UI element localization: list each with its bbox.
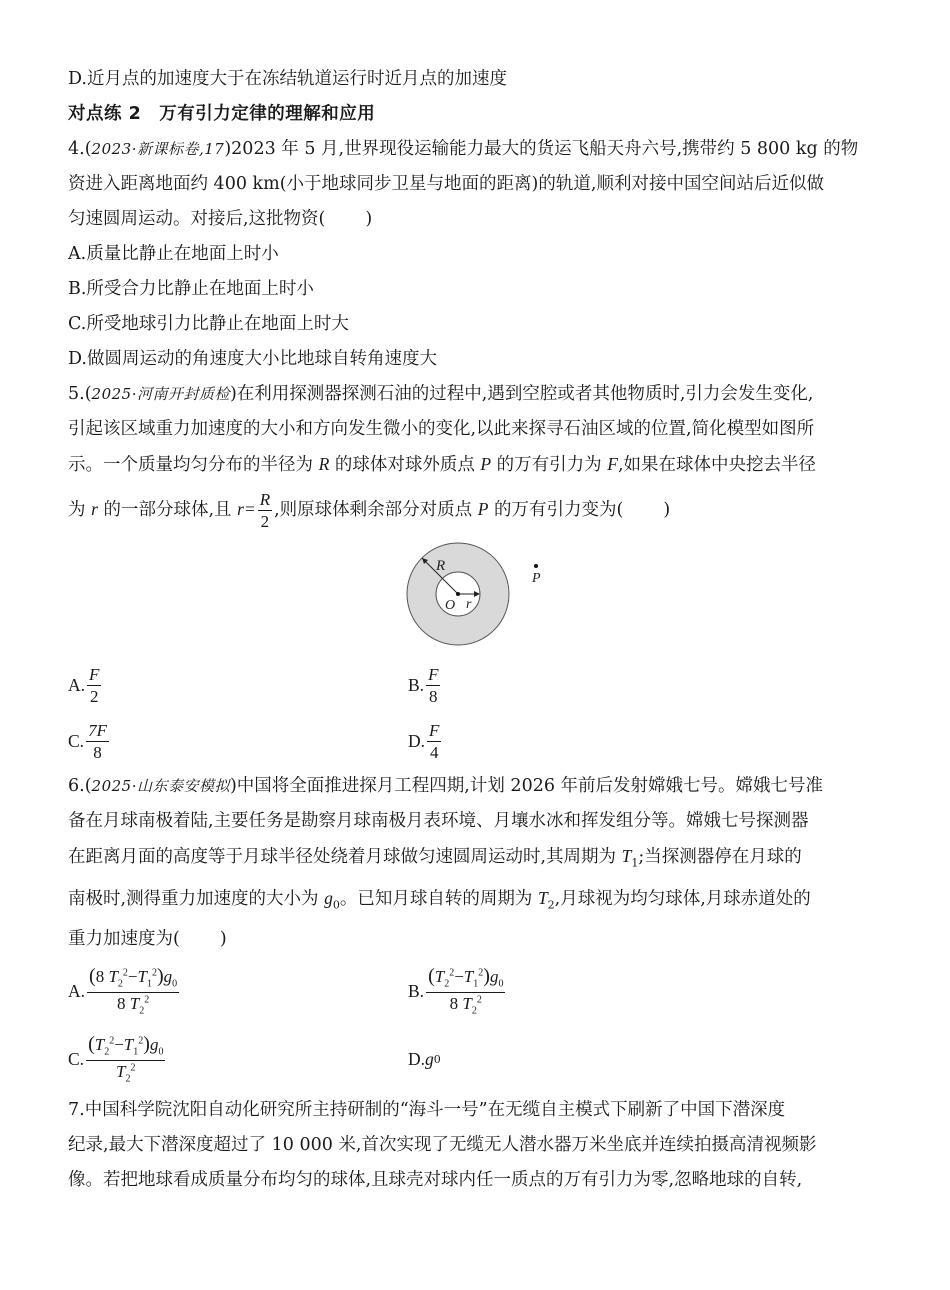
page	[68, 62, 883, 1198]
q6-line-4: 南极时,测得重力加速度的大小为 $g_0$。已知月球自转的周期为 $T_2$,月球视为均匀球体,月球赤道处的	[68, 887, 811, 911]
q6-line-1: 6.(2025·山东泰安模拟)中国将全面推进探月工程四期,计划 2026 年前后发射嫦娥七号。嫦娥七号准	[68, 776, 824, 796]
q6-option-c: C. $\frac{(T_2^2-T_1^2)g_0}{T_2^2}$	[68, 1033, 164, 1084]
q4-source: 2023·新课标卷,17	[91, 140, 225, 158]
q5-line-4: 为 r 的一部分球体,且 r= $\frac{R}{2}$ ,则原球体剩余部分对质点 P 的万有引力变为( )	[68, 490, 671, 531]
q5-options-row-1	[68, 657, 883, 713]
q5-line-1: 5.(2025·河南开封质检)在利用探测器探测石油的过程中,遇到空腔或者其他物质时,引力会发生变化,	[68, 384, 814, 404]
q3-option-d: D.近月点的加速度大于在冻结轨道运行时近月点的加速度	[68, 69, 507, 89]
q5-line-3: 示。一个质量均匀分布的半径为 R 的球体对球外质点 P 的万有引力为 F,如果在球体中央挖去半径	[68, 454, 816, 475]
q4-option-c: C.所受地球引力比静止在地面上时大	[68, 314, 349, 334]
q6-line-5: 重力加速度为( )	[68, 929, 227, 949]
point-P	[534, 564, 538, 568]
q6-option-a: A. $\frac{(8 T_2^2-T_1^2)g_0}{8 T_2^2}$	[68, 965, 178, 1016]
q6-source: 2025·山东泰安模拟	[91, 777, 230, 795]
q4-line-2: 资进入距离地面约 400 km(小于地球同步卫星与地面的距离)的轨道,顺利对接中国空间站后近似做	[68, 174, 824, 194]
label-O: O	[445, 598, 456, 613]
q6-options-row-2	[68, 1025, 883, 1093]
q5-option-b: B. $\frac{F}{8}$	[408, 664, 439, 706]
q7-line-3: 像。若把地球看成质量分布均匀的球体,且球壳对球内任一质点的万有引力为零,忽略地球的自转,	[68, 1170, 803, 1190]
sphere-figure	[68, 542, 883, 657]
q6-options-row-1	[68, 957, 883, 1025]
q5-source: 2025·河南开封质检	[91, 385, 230, 403]
q5-line-2: 引起该区域重力加速度的大小和方向发生微小的变化,以此来探寻石油区域的位置,简化模型如图所	[68, 419, 815, 439]
q6-option-d: D. g 0	[408, 1048, 441, 1069]
q7-line-1: 7.中国科学院沈阳自动化研究所主持研制的“海斗一号”在无缆自主模式下刷新了中国下潜深度	[68, 1100, 786, 1120]
q5-option-c: C. $\frac{7F}{8}$	[68, 720, 107, 762]
q6-option-b: B. $\frac{(T_2^2-T_1^2)g_0}{8 T_2^2}$	[408, 965, 504, 1016]
center-point	[456, 592, 460, 596]
label-R: R	[436, 558, 446, 574]
sphere-diagram	[406, 542, 566, 650]
label-r: r	[466, 597, 472, 612]
q4-option-b: B.所受合力比静止在地面上时小	[68, 279, 314, 299]
label-P: P	[532, 571, 541, 586]
q5-options-row-2	[68, 713, 883, 769]
q4-line-1: 4.(2023·新课标卷,17)2023 年 5 月,世界现役运输能力最大的货运飞船天舟六号,携带约 5 800 kg 的物	[68, 139, 859, 159]
q4-line-3: 匀速圆周运动。对接后,这批物资( )	[68, 209, 373, 229]
q6-line-3: 在距离月面的高度等于月球半径处绕着月球做匀速圆周运动时,其周期为 $T_1$;当探测器停在月球的	[68, 846, 802, 870]
section-title: 对点练 2 万有引力定律的理解和应用	[68, 104, 376, 124]
q7-line-2: 纪录,最大下潜深度超过了 10 000 米,首次实现了无缆无人潜水器万米坐底并连续拍摄高清视频影	[68, 1135, 817, 1155]
q4-option-a: A.质量比静止在地面上时小	[68, 244, 279, 264]
q5-option-d: D. $\frac{F}{4}$	[408, 720, 440, 762]
q4-option-d: D.做圆周运动的角速度大小比地球自转角速度大	[68, 349, 437, 369]
q6-line-2: 备在月球南极着陆,主要任务是勘察月球南极月表环境、月壤水冰和挥发组分等。嫦娥七号探测器	[68, 811, 809, 831]
r-fraction: $\frac{R}{2}$	[259, 490, 271, 531]
q5-option-a: A. $\frac{F}{2}$	[68, 664, 100, 706]
